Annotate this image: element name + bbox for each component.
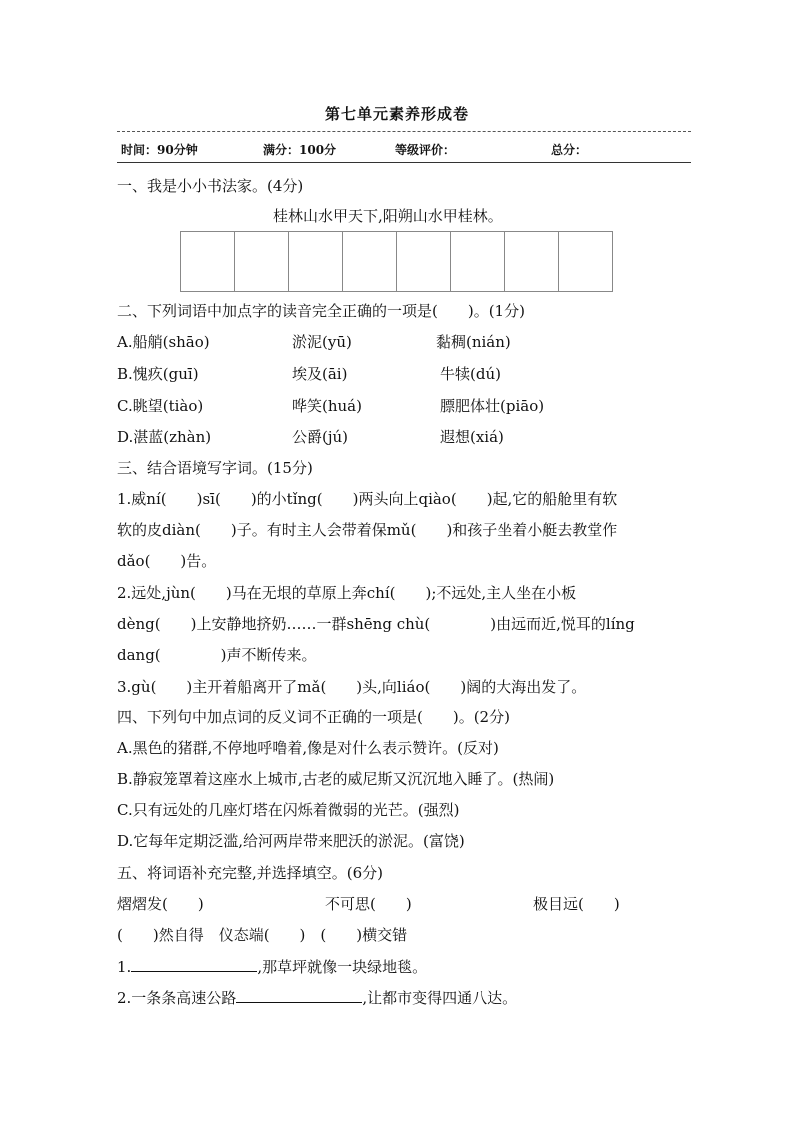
q3-line: dèng( )上安静地挤奶……一群shēng chù( )由远而近,悦耳的líng (117, 615, 635, 633)
calligraphy-sentence: 桂林山水甲天下,阳朔山水甲桂林。 (273, 207, 503, 225)
q3-line: 软的皮diàn( )子。有时主人会带着保mǔ( )和孩子坐着小艇去教堂作 (117, 521, 618, 539)
grid-cell[interactable] (181, 232, 235, 291)
idiom-fill-row: ( )然自得 仪态端( ) ( )横交错 (117, 926, 408, 944)
answer-blank[interactable] (236, 988, 362, 1003)
exam-time: 时间：90分钟 (121, 143, 198, 157)
option-c-word1: C.眺望(tiào) (117, 397, 204, 415)
calligraphy-grid[interactable] (180, 231, 613, 292)
section4-heading: 四、下列句中加点词的反义词不正确的一项是( )。(2分) (117, 708, 510, 726)
q3-line: 3.gù( )主开着船离开了mǎ( )头,向liáo( )阔的大海出发了。 (117, 678, 587, 696)
option-c-word2: 哗笑(huá) (292, 397, 362, 415)
option-a-word2: 淤泥(yū) (292, 333, 352, 351)
sentence-text: ,让都市变得四通八达。 (362, 989, 518, 1007)
q3-line: 1.威ní( )sī( )的小tǐng( )两头向上qiào( )起,它的船舱里有软 (117, 490, 618, 508)
option-b-word1: B.愧疚(guī) (117, 365, 199, 383)
option-b-word2: 埃及(āi) (292, 365, 348, 383)
answer-blank[interactable] (131, 957, 257, 972)
grid-cell[interactable] (559, 232, 612, 291)
option-d: D.它每年定期泛滥,给河两岸带来肥沃的淤泥。(富饶) (117, 832, 465, 850)
solid-divider (117, 162, 691, 163)
idiom-fill: 不可思( ) (325, 895, 412, 913)
grid-cell[interactable] (343, 232, 397, 291)
option-c-word3: 膘肥体壮(piāo) (440, 397, 545, 415)
fill-sentence-2 (117, 987, 517, 1008)
section1-heading: 一、我是小小书法家。(4分) (117, 177, 304, 195)
option-d-word3: 遐想(xiá) (440, 428, 504, 446)
section3-heading: 三、结合语境写字词。(15分) (117, 459, 313, 477)
grid-cell[interactable] (235, 232, 289, 291)
idiom-fill: 熠熠发( ) (117, 895, 204, 913)
grid-cell[interactable] (397, 232, 451, 291)
page-title: 第七单元素养形成卷 (324, 105, 469, 123)
total-score: 总分： (551, 143, 588, 157)
section5-heading: 五、将词语补充完整,并选择填空。(6分) (117, 864, 384, 882)
option-d-word2: 公爵(jú) (292, 428, 349, 446)
option-a-word1: A.船艄(shāo) (117, 333, 210, 351)
grid-cell[interactable] (289, 232, 343, 291)
option-d-word1: D.湛蓝(zhàn) (117, 428, 212, 446)
full-score: 满分：100分 (263, 143, 337, 157)
question-number: 1. (117, 958, 132, 976)
option-a-word3: 黏稠(nián) (436, 333, 511, 351)
option-c: C.只有远处的几座灯塔在闪烁着微弱的光芒。(强烈) (117, 801, 460, 819)
q3-line: 2.远处,jùn( )马在无垠的草原上奔chí( );不远处,主人坐在小板 (117, 584, 577, 602)
grid-cell[interactable] (505, 232, 559, 291)
option-b-word3: 牛犊(dú) (440, 365, 501, 383)
option-b: B.静寂笼罩着这座水上城市,古老的威尼斯又沉沉地入睡了。(热闹) (117, 770, 555, 788)
sentence-text: ,那草坪就像一块绿地毯。 (257, 958, 428, 976)
fill-sentence-1 (117, 956, 427, 977)
dashed-divider (117, 131, 691, 132)
section2-heading: 二、下列词语中加点字的读音完全正确的一项是( )。(1分) (117, 302, 525, 320)
idiom-fill: 极目远( ) (533, 895, 620, 913)
grade-evaluation: 等级评价： (395, 143, 456, 157)
grid-cell[interactable] (451, 232, 505, 291)
q3-line: dang( )声不断传来。 (117, 646, 317, 664)
option-a: A.黑色的猪群,不停地呼噜着,像是对什么表示赞许。(反对) (117, 739, 499, 757)
sentence-text: 2.一条条高速公路 (117, 989, 237, 1007)
q3-line: dǎo( )告。 (117, 552, 217, 570)
